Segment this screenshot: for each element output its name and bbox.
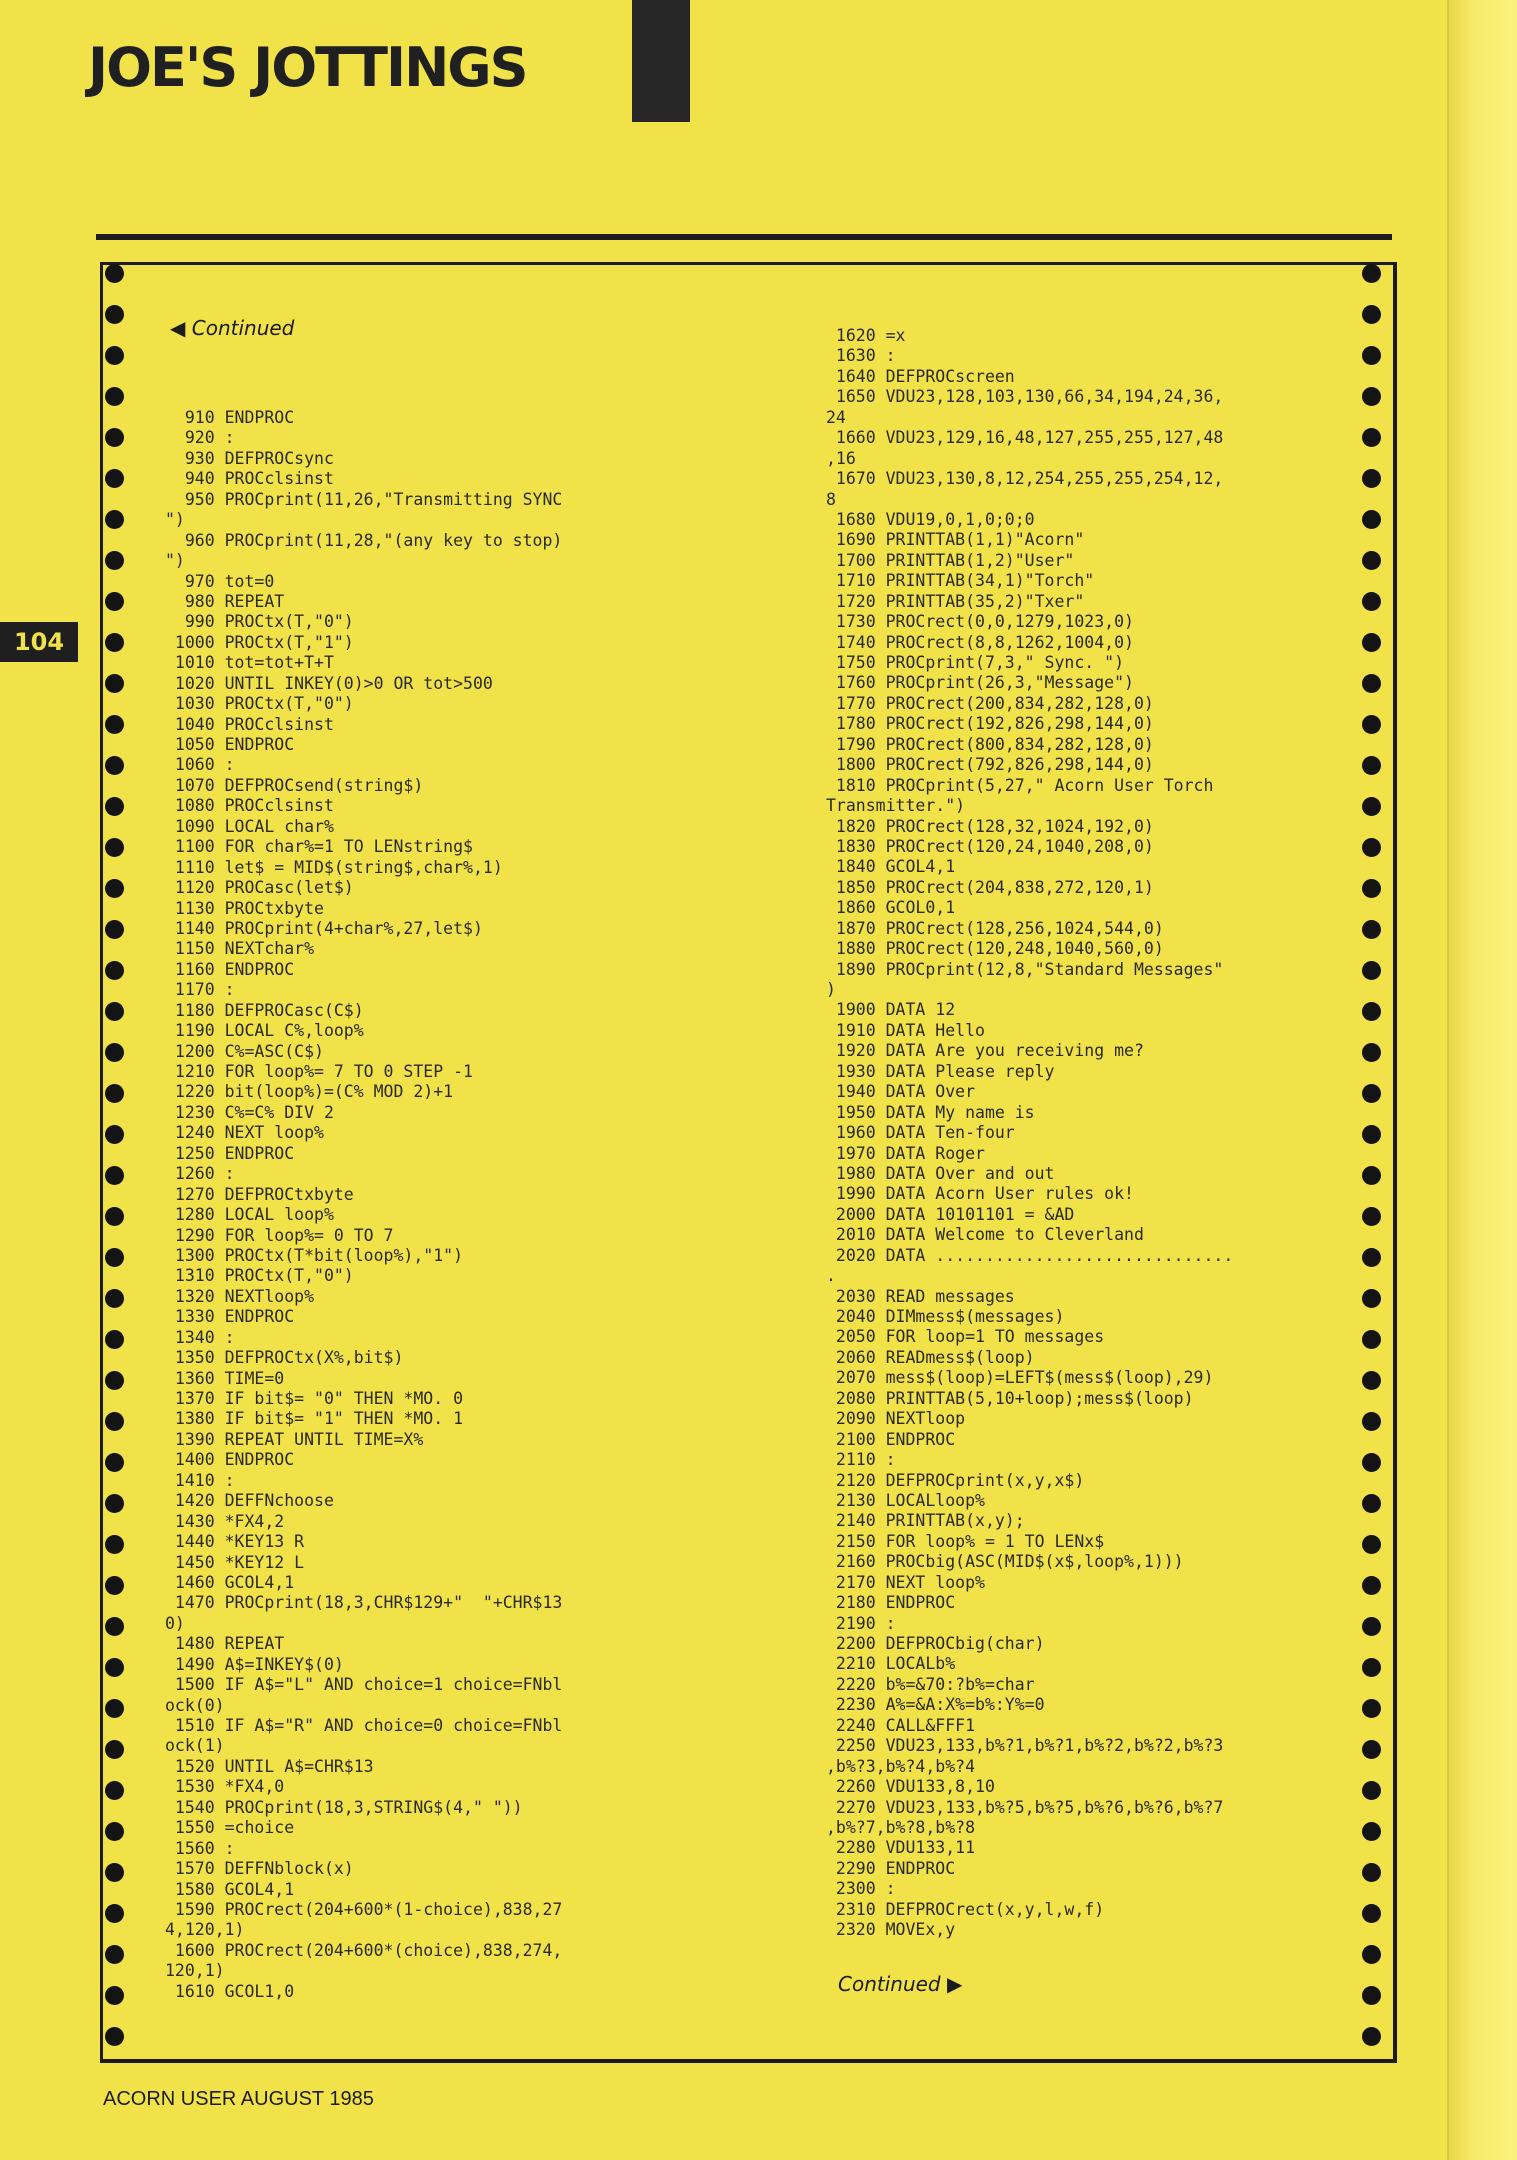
sprocket-hole [1362,674,1381,693]
code-line: 990 PROCtx(T,"0") [165,612,354,632]
code-line: 1380 IF bit$= "1" THEN *MO. 1 [165,1409,464,1429]
code-line: 2030 READ messages [826,1286,1015,1306]
code-line: 1650 VDU23,128,103,130,66,34,194,24,36, [826,387,1224,407]
code-line: 2310 DEFPROCrect(x,y,l,w,f) [826,1899,1105,1919]
sprocket-hole [105,305,124,324]
sprocket-hole [105,428,124,447]
sprocket-hole [105,1043,124,1062]
code-line: ock(1) [165,1736,225,1756]
sprocket-hole [1362,1617,1381,1636]
code-line: 1720 PRINTTAB(35,2)"Txer" [826,591,1085,611]
sprocket-hole [1362,1699,1381,1718]
code-line: 1230 C%=C% DIV 2 [165,1102,334,1122]
sprocket-hole [105,2027,124,2046]
sprocket-hole [1362,1412,1381,1431]
code-line: 1160 ENDPROC [165,959,295,979]
code-line: 1590 PROCrect(204+600*(1-choice),838,27 [165,1899,563,1919]
sprocket-hole [1362,920,1381,939]
code-line: 1470 PROCprint(18,3,CHR$129+" "+CHR$13 [165,1593,563,1613]
code-line: 910 ENDPROC [165,408,295,427]
code-line: 2150 FOR loop% = 1 TO LENx$ [826,1531,1105,1551]
sprocket-hole [1362,1248,1381,1267]
code-line: 2100 ENDPROC [826,1429,956,1449]
code-line: 970 tot=0 [165,571,275,591]
footer-credit: ACORN USER AUGUST 1985 [103,2088,374,2110]
code-line: 1130 PROCtxbyte [165,898,324,918]
code-line: 2300 : [826,1879,896,1899]
code-line: 2120 DEFPROCprint(x,y,x$) [826,1470,1085,1490]
code-line: 1770 PROCrect(200,834,282,128,0) [826,693,1154,713]
sprocket-hole [105,1699,124,1718]
title-block-decoration [632,0,690,122]
code-line: 1330 ENDPROC [165,1307,295,1327]
code-line: 1830 PROCrect(120,24,1040,208,0) [826,836,1154,856]
code-line: 1870 PROCrect(128,256,1024,544,0) [826,918,1164,938]
sprocket-hole [1362,1945,1381,1964]
code-line: 1520 UNTIL A$=CHR$13 [165,1756,374,1776]
code-line: 1080 PROCclsinst [165,796,334,816]
sprocket-hole [105,674,124,693]
sprocket-hole [105,1412,124,1431]
code-line: 1070 DEFPROCsend(string$) [165,775,424,795]
listing-column-right [826,326,1233,1941]
sprocket-hole [1362,346,1381,365]
sprocket-hole [1362,715,1381,734]
code-line: 1170 : [165,980,235,1000]
code-line: 1880 PROCrect(120,248,1040,560,0) [826,939,1164,959]
code-line: 1440 *KEY13 R [165,1532,305,1552]
code-line: 1040 PROCclsinst [165,714,334,734]
sprocket-hole [105,1289,124,1308]
sprocket-hole [105,1740,124,1759]
code-line: 1190 LOCAL C%,loop% [165,1021,364,1041]
sprocket-hole [1362,961,1381,980]
sprocket-hole [1362,1904,1381,1923]
sprocket-hole [1362,838,1381,857]
sprocket-hole [105,838,124,857]
sprocket-hole [1362,469,1381,488]
sprocket-hole [1362,1125,1381,1144]
code-line: 2010 DATA Welcome to Cleverland [826,1225,1144,1245]
code-line: 1690 PRINTTAB(1,1)"Acorn" [826,530,1085,550]
sprocket-hole [105,346,124,365]
sprocket-hole [105,1986,124,2005]
sprocket-hole [105,1371,124,1390]
sprocket-hole [1362,633,1381,652]
code-line: ,b%?7,b%?8,b%?8 [826,1817,976,1837]
code-line: 2070 mess$(loop)=LEFT$(mess$(loop),29) [826,1368,1214,1388]
code-line: 2200 DEFPROCbig(char) [826,1634,1045,1653]
code-line: 1670 VDU23,130,8,12,254,255,255,254,12, [826,469,1224,489]
code-line: 2240 CALL&FFF1 [826,1715,976,1735]
header-rule [96,234,1392,240]
code-line: 2000 DATA 10101101 = &AD [826,1204,1075,1224]
code-line: 4,120,1) [165,1920,245,1940]
sprocket-hole [1362,264,1381,283]
sprocket-hole [1362,1658,1381,1677]
code-line: 2110 : [826,1450,896,1470]
code-line: . [826,1266,836,1286]
code-line: 2250 VDU23,133,b%?1,b%?1,b%?2,b%?2,b%?3 [826,1736,1224,1756]
code-line: 2040 DIMmess$(messages) [826,1307,1065,1326]
sprocket-hole [105,1166,124,1185]
sprocket-hole [105,1494,124,1513]
sprocket-hole [105,797,124,816]
sprocket-hole [105,387,124,406]
continued-from-text: Continued [191,316,295,340]
sprocket-hole [1362,1781,1381,1800]
sprocket-hole [105,1207,124,1226]
code-line: 1180 DEFPROCasc(C$) [165,1000,364,1020]
sprocket-hole [1362,305,1381,324]
code-line: 1600 PROCrect(204+600*(choice),838,274, [165,1940,563,1960]
code-line: 1420 DEFFNchoose [165,1491,334,1511]
code-line: 1970 DATA Roger [826,1143,985,1163]
code-line: 960 PROCprint(11,28,"(any key to stop) [165,530,563,550]
code-line: 1280 LOCAL loop% [165,1205,334,1225]
code-line: 930 DEFPROCsync [165,448,334,468]
code-line: 1250 ENDPROC [165,1143,295,1163]
code-line: 1680 VDU19,0,1,0;0;0 [826,509,1035,529]
sprocket-hole [105,1904,124,1923]
code-line: 1260 : [165,1164,235,1184]
code-line: 1460 GCOL4,1 [165,1572,295,1592]
sprocket-hole [1362,1740,1381,1759]
code-line: 1110 let$ = MID$(string$,char%,1) [165,857,503,877]
code-line: 1610 GCOL1,0 [165,1981,295,2001]
code-line: 1390 REPEAT UNTIL TIME=X% [165,1429,424,1449]
tractor-holes-right [1362,264,1382,2068]
sprocket-hole [1362,797,1381,816]
arrow-left-icon: ◀ [170,316,186,340]
sprocket-hole [105,1330,124,1349]
continued-to-label [838,1972,962,1996]
code-line: 1640 DEFPROCscreen [826,366,1015,386]
sprocket-hole [1362,1207,1381,1226]
code-line: 1240 NEXT loop% [165,1123,324,1143]
sprocket-hole [1362,428,1381,447]
code-line: 1750 PROCprint(7,3," Sync. ") [826,653,1125,672]
code-line: ock(0) [165,1695,225,1715]
code-line: 2130 LOCALloop% [826,1490,985,1510]
code-line: ") [165,510,185,530]
code-line: 1800 PROCrect(792,826,298,144,0) [826,755,1154,775]
code-line: 2090 NEXTloop [826,1409,966,1429]
page-number-tab: 104 [0,622,78,662]
code-line: 1550 =choice [165,1818,295,1838]
code-line: 1840 GCOL4,1 [826,857,956,877]
sprocket-hole [1362,756,1381,775]
code-line: Transmitter.") [826,796,966,816]
sprocket-hole [105,1084,124,1103]
code-line: 1790 PROCrect(800,834,282,128,0) [826,734,1154,754]
sprocket-hole [1362,879,1381,898]
code-line: 1150 NEXTchar% [165,939,315,959]
code-line: 1940 DATA Over [826,1082,976,1102]
code-line: 1780 PROCrect(192,826,298,144,0) [826,714,1154,734]
code-line: 1050 ENDPROC [165,735,295,754]
code-line: ) [826,980,836,999]
code-line: 2180 ENDPROC [826,1593,956,1613]
code-line: 1360 TIME=0 [165,1368,285,1388]
code-line: 1010 tot=tot+T+T [165,653,334,673]
code-line: 2230 A%=&A:X%=b%:Y%=0 [826,1695,1045,1715]
code-line: 2170 NEXT loop% [826,1572,985,1592]
code-line: 1660 VDU23,129,16,48,127,255,255,127,48 [826,428,1224,448]
code-line: 980 REPEAT [165,591,285,611]
sprocket-hole [1362,1289,1381,1308]
code-line: 1350 DEFPROCtx(X%,bit$) [165,1348,404,1368]
sprocket-hole [1362,1863,1381,1882]
code-line: 1580 GCOL4,1 [165,1879,295,1899]
code-line: 24 [826,407,846,427]
code-line: 1030 PROCtx(T,"0") [165,694,354,714]
code-line: 1910 DATA Hello [826,1020,985,1040]
sprocket-hole [105,1576,124,1595]
code-line: 1630 : [826,346,896,366]
code-line: 8 [826,489,836,509]
sprocket-hole [105,1002,124,1021]
sprocket-hole [1362,1576,1381,1595]
continued-from-label [170,316,294,340]
code-line: 2280 VDU133,11 [826,1838,976,1858]
code-line: 2020 DATA .............................. [826,1245,1234,1265]
sprocket-hole [1362,2027,1381,2046]
sprocket-hole [1362,1453,1381,1472]
sprocket-hole [1362,551,1381,570]
code-line: 1210 FOR loop%= 7 TO 0 STEP -1 [165,1062,473,1081]
sprocket-hole [1362,592,1381,611]
code-line: 1510 IF A$="R" AND choice=0 choice=FNbl [165,1716,563,1735]
sprocket-hole [105,1453,124,1472]
sprocket-hole [105,1125,124,1144]
code-line: 1300 PROCtx(T*bit(loop%),"1") [165,1245,464,1265]
code-line: 1960 DATA Ten-four [826,1123,1015,1143]
code-line: 1530 *FX4,0 [165,1777,285,1797]
code-line: 1990 DATA Acorn User rules ok! [826,1184,1134,1204]
code-line: 1090 LOCAL char% [165,816,334,836]
code-line: 1760 PROCprint(26,3,"Message") [826,673,1134,693]
sprocket-hole [1362,1494,1381,1513]
code-line: 1410 : [165,1470,235,1490]
code-line: 1270 DEFPROCtxbyte [165,1184,354,1204]
sprocket-hole [1362,1084,1381,1103]
code-line: 1340 : [165,1327,235,1347]
sprocket-hole [105,469,124,488]
code-line: 1200 C%=ASC(C$) [165,1041,324,1061]
code-line: 2210 LOCALb% [826,1654,956,1674]
code-line: 2190 : [826,1613,896,1633]
code-line: 2160 PROCbig(ASC(MID$(x$,loop%,1))) [826,1552,1184,1572]
code-line: 1920 DATA Are you receiving me? [826,1041,1144,1061]
code-line: 940 PROCclsinst [165,469,334,489]
sprocket-hole [1362,1371,1381,1390]
code-line: 1320 NEXTloop% [165,1286,315,1306]
code-line: 120,1) [165,1961,225,1981]
code-line: ,b%?3,b%?4,b%?4 [826,1756,976,1776]
code-line: 1560 : [165,1838,235,1858]
sprocket-hole [1362,1002,1381,1021]
code-line: 1740 PROCrect(8,8,1262,1004,0) [826,632,1134,652]
code-line: 2270 VDU23,133,b%?5,b%?5,b%?6,b%?6,b%?7 [826,1797,1224,1817]
code-line: 1500 IF A$="L" AND choice=1 choice=FNbl [165,1675,563,1695]
code-line: 1730 PROCrect(0,0,1279,1023,0) [826,612,1134,632]
sprocket-hole [105,551,124,570]
code-line: 2320 MOVEx,y [826,1920,956,1940]
code-line: 2060 READmess$(loop) [826,1347,1035,1367]
sprocket-hole [105,1248,124,1267]
code-line: 1850 PROCrect(204,838,272,120,1) [826,877,1154,897]
continued-to-text: Continued [838,1972,941,1996]
code-line: 1000 PROCtx(T,"1") [165,632,354,652]
sprocket-hole [1362,1330,1381,1349]
code-line: 2140 PRINTTAB(x,y); [826,1511,1025,1531]
code-line: ") [165,551,185,571]
page-title: JOE'S JOTTINGS [88,36,527,99]
sprocket-hole [105,1822,124,1841]
code-line: 2290 ENDPROC [826,1858,956,1878]
code-line: 1950 DATA My name is [826,1102,1035,1122]
code-line: 1370 IF bit$= "0" THEN *MO. 0 [165,1389,464,1408]
sprocket-hole [1362,1535,1381,1554]
sprocket-hole [105,1781,124,1800]
sprocket-hole [105,879,124,898]
code-line: 920 : [165,428,235,448]
code-line: 2080 PRINTTAB(5,10+loop);mess$(loop) [826,1388,1194,1408]
code-line: 1930 DATA Please reply [826,1061,1055,1081]
code-line: 1400 ENDPROC [165,1450,295,1470]
code-line: 1140 PROCprint(4+char%,27,let$) [165,918,483,938]
code-line: 1220 bit(loop%)=(C% MOD 2)+1 [165,1082,454,1102]
code-line: 950 PROCprint(11,26,"Transmitting SYNC [165,489,563,509]
sprocket-hole [1362,510,1381,529]
sprocket-hole [1362,1986,1381,2005]
code-line: 1620 =x [826,326,906,345]
code-line: 1890 PROCprint(12,8,"Standard Messages" [826,959,1224,979]
code-line: 1060 : [165,755,235,775]
sprocket-hole [105,1945,124,1964]
sprocket-hole [105,592,124,611]
code-line: 1540 PROCprint(18,3,STRING$(4," ")) [165,1797,523,1817]
code-line: 1480 REPEAT [165,1634,285,1654]
code-line: 1120 PROCasc(let$) [165,878,354,898]
code-line: 2260 VDU133,8,10 [826,1777,995,1797]
sprocket-hole [1362,1822,1381,1841]
sprocket-hole [105,920,124,939]
code-line: 1020 UNTIL INKEY(0)>0 OR tot>500 [165,673,493,693]
listing-column-left [165,408,562,2002]
sprocket-hole [105,961,124,980]
sprocket-hole [105,1617,124,1636]
code-line: 2220 b%=&70:?b%=char [826,1674,1035,1694]
sprocket-hole [105,1863,124,1882]
code-line: 1710 PRINTTAB(34,1)"Torch" [826,571,1095,591]
code-line: 1450 *KEY12 L [165,1552,305,1572]
code-line: 1490 A$=INKEY$(0) [165,1654,344,1674]
code-line: 1860 GCOL0,1 [826,898,956,918]
sprocket-hole [1362,1043,1381,1062]
code-line: 1700 PRINTTAB(1,2)"User" [826,550,1075,570]
code-line: 1290 FOR loop%= 0 TO 7 [165,1225,394,1245]
code-line: 2050 FOR loop=1 TO messages [826,1327,1105,1347]
sprocket-hole [105,264,124,283]
code-line: 1810 PROCprint(5,27," Acorn User Torch [826,775,1214,795]
sprocket-hole [105,1535,124,1554]
code-line: 1980 DATA Over and out [826,1163,1055,1183]
code-line: 1100 FOR char%=1 TO LENstring$ [165,837,473,857]
arrow-right-icon: ▶ [947,1972,963,1996]
sprocket-hole [105,1658,124,1677]
code-line: 1820 PROCrect(128,32,1024,192,0) [826,816,1154,836]
sprocket-hole [1362,1166,1381,1185]
code-line: 0) [165,1613,185,1633]
code-line: 1310 PROCtx(T,"0") [165,1266,354,1286]
sprocket-hole [105,715,124,734]
code-line: 1570 DEFFNblock(x) [165,1859,354,1879]
code-line: 1900 DATA 12 [826,1000,956,1020]
code-line: 1430 *FX4,2 [165,1511,285,1531]
code-line: ,16 [826,448,856,468]
page-edge [1447,0,1517,2160]
sprocket-hole [105,510,124,529]
sprocket-hole [105,633,124,652]
sprocket-hole [105,756,124,775]
tractor-holes-left [105,264,125,2068]
sprocket-hole [1362,387,1381,406]
